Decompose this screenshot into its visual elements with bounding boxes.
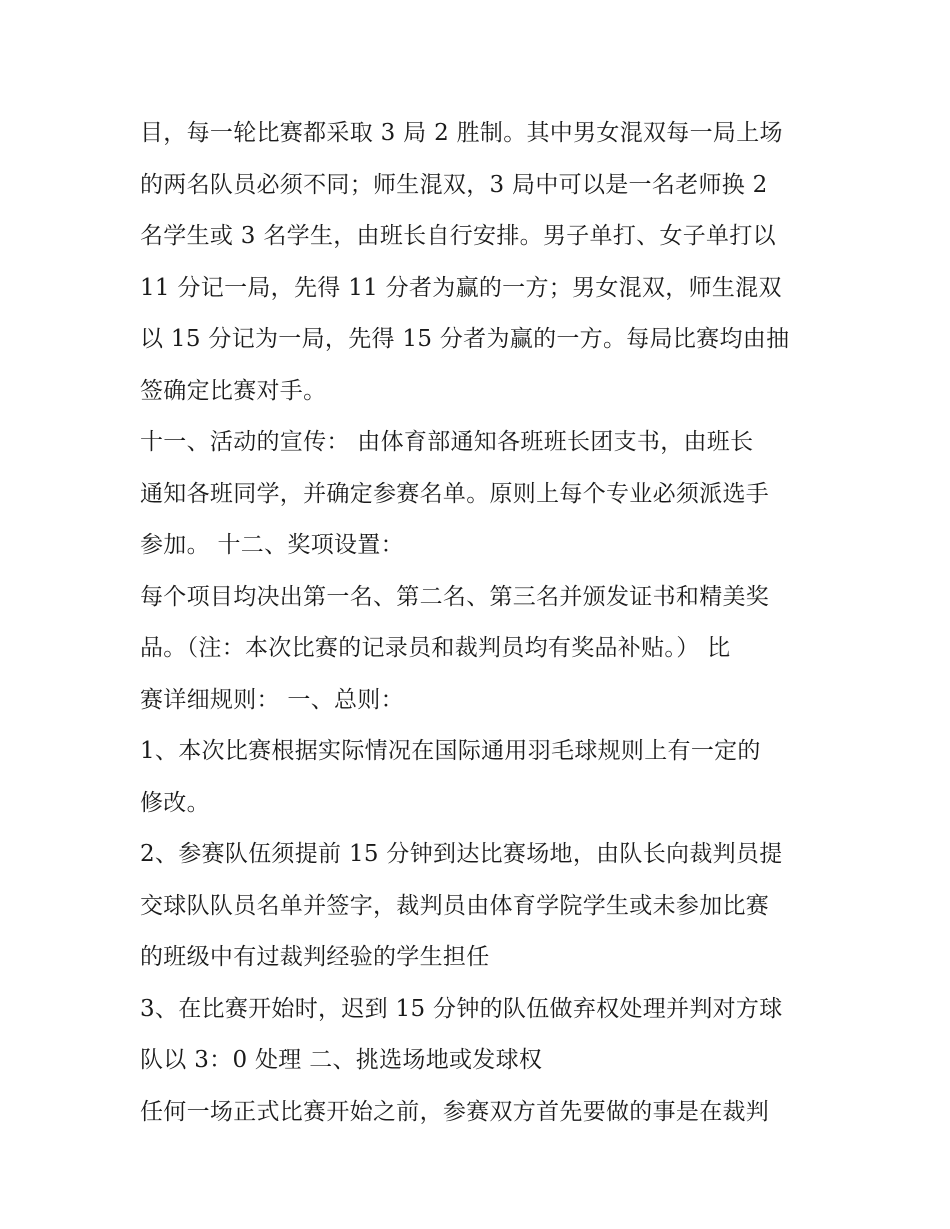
text-line: 每个项目均决出第一名、第二名、第三名并颁发证书和精美奖	[140, 583, 770, 610]
section-heading-line: 十一、活动的宣传： 由体育部通知各班班长团支书，由班长	[140, 429, 754, 455]
text-line: 签确定比赛对手。	[140, 377, 327, 404]
text-line: 通知各班同学，并确定参赛名单。原则上每个专业必须派选手	[140, 480, 770, 507]
text-line: 11 分记一局，先得 11 分者为赢的一方；男女混双，师生混双	[140, 274, 782, 301]
section-heading-line: 队以 3：0 处理 二、挑选场地或发球权	[140, 1047, 543, 1073]
rule-item-line: 1、本次比赛根据实际情况在国际通用羽毛球规则上有一定的	[140, 738, 761, 764]
text-line: 的两名队员必须不同；师生混双，3 局中可以是一名老师换 2	[140, 171, 768, 198]
text-line: 目，每一轮比赛都采取 3 局 2 胜制。其中男女混双每一局上场	[140, 120, 783, 146]
text-line: 的班级中有过裁判经验的学生担任	[140, 944, 490, 970]
rule-item-line: 2、参赛队伍须提前 15 分钟到达比赛场地，由队长向裁判员提	[140, 841, 783, 867]
section-heading-line: 参加。 十二、奖项设置：	[140, 532, 404, 558]
text-line: 修改。	[140, 789, 210, 816]
text-line: 品。（注：本次比赛的记录员和裁判员均有奖品补贴。） 比	[140, 635, 731, 661]
document-text-body	[140, 108, 820, 1138]
text-line: 交球队队员名单并签字，裁判员由体育学院学生或未参加比赛	[140, 892, 770, 919]
rule-item-line: 3、在比赛开始时，迟到 15 分钟的队伍做弃权处理并判对方球	[140, 995, 783, 1022]
text-line: 任何一场正式比赛开始之前，参赛双方首先要做的事是在裁判	[140, 1098, 770, 1125]
section-heading-line: 赛详细规则： 一、总则：	[140, 686, 404, 713]
text-line: 以 15 分记为一局，先得 15 分者为赢的一方。每局比赛均由抽	[140, 326, 790, 352]
text-line: 名学生或 3 名学生，由班长自行安排。男子单打、女子单打以	[140, 223, 776, 249]
